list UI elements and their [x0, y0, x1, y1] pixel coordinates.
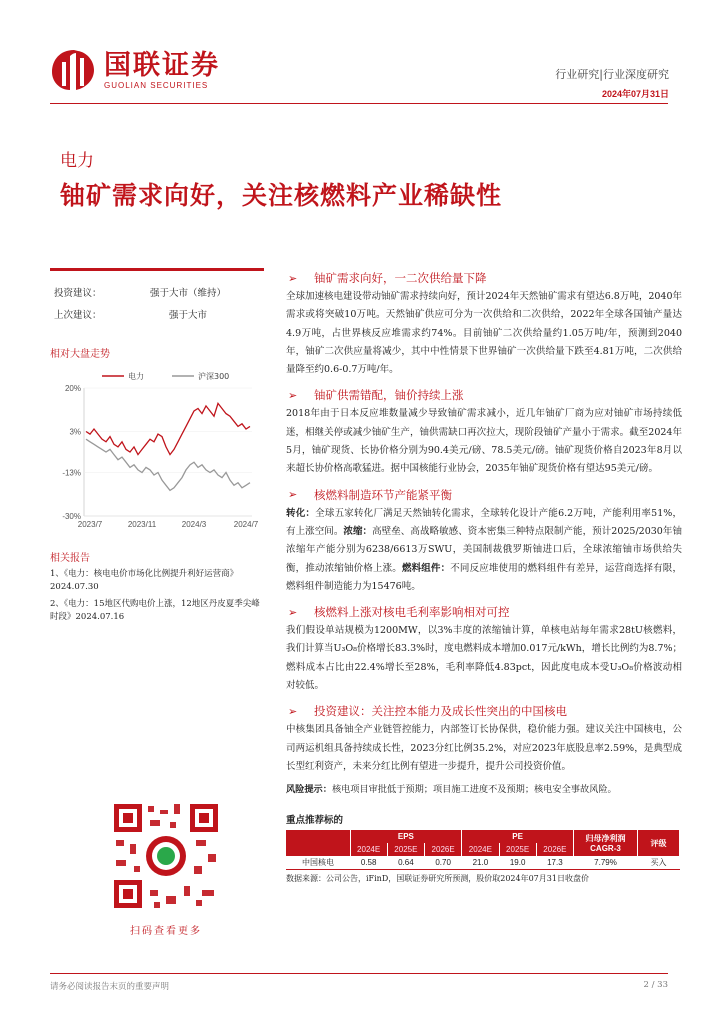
section-fuel-manufacturing — [286, 485, 682, 596]
risk-label: 风险提示： — [286, 784, 332, 796]
section-heading — [286, 485, 682, 505]
table-header-year: 2025E — [387, 843, 424, 856]
y-tick-label: -30% — [62, 512, 81, 521]
footer-disclaimer: 请务必阅读报告末页的重要声明 — [50, 982, 170, 992]
section-heading — [286, 701, 682, 721]
relative-performance-chart — [50, 360, 264, 535]
section-heading-text: 核燃料上涨对核电毛利率影响相对可控 — [314, 605, 510, 620]
table-header-year: 2024E — [350, 843, 387, 856]
lead-conversion: 转化： — [286, 507, 316, 519]
report-date: 2024年07月31日 — [601, 89, 669, 99]
table-header-year: 2024E — [462, 843, 499, 856]
body-conversion: 全球五家转化厂满足天然铀转化需求，全球转化设计产能6.2万吨，产能利用率51%，有上涨空间。 — [286, 507, 682, 537]
section-heading-text: 铀矿供需错配，铀价持续上涨 — [314, 388, 464, 403]
arrow-icon: ➢ — [288, 271, 298, 285]
table-header-year: 2026E — [425, 843, 462, 856]
cell-pe: 21.0 — [462, 856, 499, 869]
table-source: 数据来源：公司公告，iFinD，国联证券研究所预测，股价取2024年07月31日收盘价 — [286, 873, 589, 883]
table-header-name — [286, 830, 350, 856]
previous-rating-value: 强于大市 — [168, 310, 207, 321]
cell-eps: 0.70 — [425, 856, 462, 869]
recommendation-table — [286, 830, 680, 870]
x-tick-label: 2023/7 — [77, 520, 103, 529]
section-heading-text: 投资建议：关注控本能力及成长性突出的中国核电 — [314, 704, 567, 719]
series-line-1 — [86, 439, 250, 490]
company-logo — [50, 48, 220, 92]
section-margin-impact — [286, 602, 682, 695]
arrow-icon: ➢ — [288, 605, 298, 619]
arrow-icon: ➢ — [288, 704, 298, 718]
sidebar — [50, 268, 264, 937]
table-title: 重点推荐标的 — [286, 815, 344, 827]
table-header-pe: PE — [462, 830, 574, 843]
section-heading-text: 铀矿需求向好，一二次供给量下降 — [314, 271, 487, 285]
table-header-year: 2025E — [499, 843, 536, 856]
risk-warning — [286, 782, 682, 798]
section-uranium-demand — [286, 268, 682, 379]
cell-cagr: 7.79% — [574, 856, 638, 869]
related-reports-title: 相关报告 — [50, 553, 90, 564]
section-body: 中核集团具备铀全产业链管控能力，内部签订长协保供，稳价能力强。建议关注中国核电，公司两运机组具备持续成长性，2023分红比例35.2%，对应2023年底股息率2.59%，是典型成长型红利资产，未来分红比例有望进一步提升，提升公司投资价值。 — [286, 724, 682, 772]
related-report-item[interactable]: 1、《电力：核电电价市场化比例提升利好运营商》2024.07.30 — [50, 569, 239, 592]
section-investment-advice — [286, 701, 682, 776]
table-row — [286, 856, 680, 869]
header-divider — [50, 103, 668, 104]
section-heading — [286, 385, 682, 405]
cell-name: 中国核电 — [286, 856, 350, 869]
table-header-year: 2026E — [536, 843, 573, 856]
table-header-eps: EPS — [350, 830, 462, 843]
lead-enrichment: 浓缩： — [343, 525, 373, 537]
rating-row-current — [50, 281, 264, 303]
qr-block — [110, 800, 222, 937]
section-body: 全球加速核电建设带动铀矿需求持续向好，预计2024年天然铀矿需求有望达6.8万吨，2040年需求或将突破10万吨。天然铀矿供应可分为一次供给和二次供给，2022年全球各国铀产量达4.9万吨，占世界核反应堆需求约74%。目前铀矿二次供给量约1.05万吨/年，预测到2040年，铀矿二次供应量将减少，其中中性情景下世界铀矿一次供给量下跌至4.81万吨，二次供给量降至约0.6-0.7万吨/年。 — [286, 291, 682, 376]
x-tick-label: 2023/11 — [127, 520, 157, 529]
chart-section-label: 相对大盘走势 — [50, 349, 110, 360]
lead-fuel-assembly: 燃料组件： — [401, 562, 451, 574]
x-tick-label: 2024/3 — [181, 520, 207, 529]
qr-code-icon[interactable] — [110, 800, 222, 912]
x-tick-label: 2024/7 — [233, 520, 259, 529]
legend-label: 电力 — [128, 372, 144, 381]
rating-row-previous — [50, 303, 264, 325]
arrow-icon: ➢ — [288, 388, 298, 402]
cell-eps: 0.64 — [387, 856, 424, 869]
related-report-item[interactable]: 2、《电力：15地区代购电价上涨，12地区丹皮夏季尖峰时段》2024.07.16 — [50, 599, 260, 622]
page-number: 2 / 33 — [643, 980, 668, 990]
section-supply-demand — [286, 385, 682, 478]
qr-caption: 扫码查看更多 — [130, 926, 202, 937]
arrow-icon: ➢ — [288, 488, 298, 502]
cell-eps: 0.58 — [350, 856, 387, 869]
cell-pe: 19.0 — [499, 856, 536, 869]
previous-rating-label: 上次建议： — [54, 310, 102, 321]
logo-en-text: GUOLIAN SECURITIES — [104, 80, 209, 90]
cell-rating: 买入 — [638, 856, 680, 869]
table-header-cagr: 归母净利润CAGR-3 — [574, 830, 638, 856]
section-body — [286, 505, 682, 596]
cell-pe: 17.3 — [536, 856, 573, 869]
y-tick-label: -13% — [62, 468, 81, 478]
footer-divider — [50, 973, 668, 974]
section-heading-text: 核燃料制造环节产能紧平衡 — [314, 487, 452, 502]
table-header-rating: 评级 — [638, 830, 680, 856]
main-content — [286, 268, 682, 884]
section-heading — [286, 268, 682, 288]
section-body: 2018年由于日本反应堆数量减少导致铀矿需求减小，近几年铀矿厂商为应对铀矿市场持续低迷，相继关停或减少铀矿生产，铀供需缺口再次拉大，现阶段铀矿产量小于需求。截至2024年5月，铀矿现货、长协价格分别为90.4美元/磅、78.5美元/磅。铀矿现货价格自2023年8月以来超长协价格高歌猛进。据中国核能行业协会，2035年铀矿现货价格有望达95美元/磅。 — [286, 408, 682, 475]
rating-label: 投资建议： — [54, 288, 102, 299]
series-line-0 — [86, 403, 250, 454]
legend-label: 沪深300 — [198, 372, 230, 381]
logo-cn-text: 国联证券 — [104, 49, 220, 81]
section-heading — [286, 602, 682, 622]
report-type: 行业研究|行业深度研究 — [555, 68, 669, 81]
section-body: 我们假设单站规模为1200MW，以3%丰度的浓缩铀计算，单核电站每年需求28tU核燃料，我们计算当U₃O₈价格增长83.3%时，度电燃料成本增加0.017元/kWh，增长比例约为8.7%；燃料成本占比由22.4%增长至28%，毛利率降低4.83pct，因此度电成本受U₃O₈价格波动相对较低。 — [286, 625, 682, 692]
body-fuel-assembly: 不同反应堆使用的燃料组件有差异，运营商选择有限，燃料组件制造能力为15476吨。 — [286, 562, 682, 592]
chart-svg — [50, 360, 264, 535]
guolian-logo-icon — [50, 48, 98, 92]
y-tick-label: 20% — [64, 384, 81, 393]
body-enrichment: 高壁垒、高战略敏感、资本密集三种特点限制产能，预计2025/2030年铀浓缩年产能分别为6238/6613万SWU，美国制裁俄罗斯铀进口后，全球浓缩铀市场供给失衡，推动浓缩铀价格上涨。 — [286, 525, 682, 574]
y-tick-label: 3% — [69, 427, 81, 437]
risk-text: 核电项目审批低于预期；项目施工进度不及预期；核电安全事故风险。 — [331, 784, 617, 796]
rating-value: 强于大市（维持） — [149, 288, 226, 299]
page-title: 铀矿需求向好，关注核燃料产业稀缺性 — [60, 181, 503, 210]
industry-label: 电力 — [60, 151, 94, 171]
